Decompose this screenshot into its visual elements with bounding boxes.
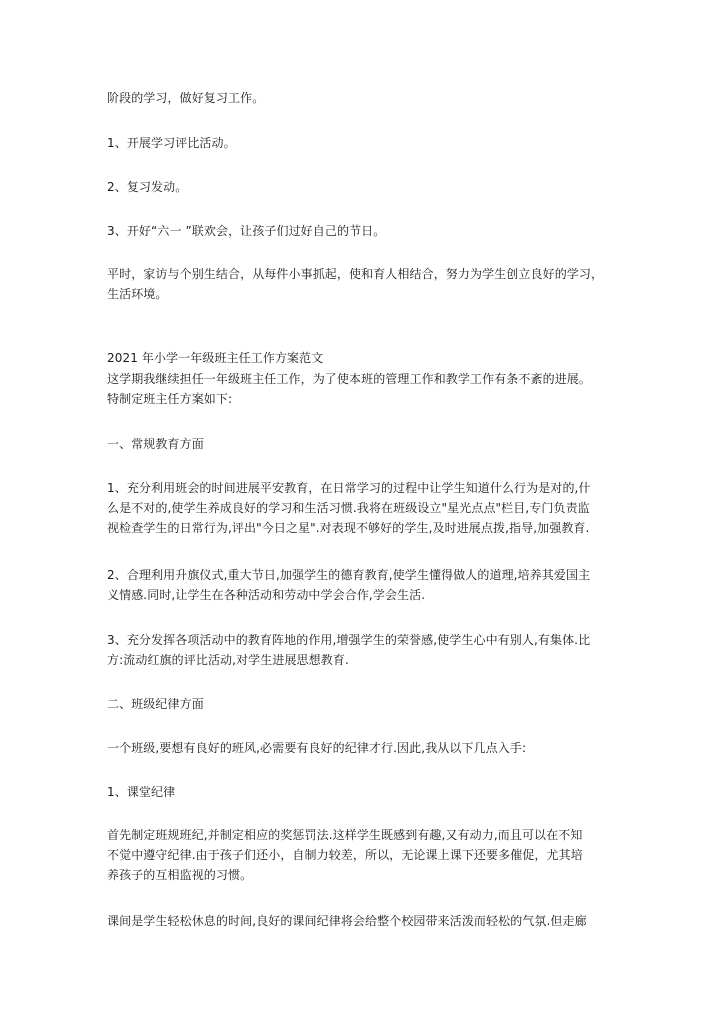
- text-line: 阶段的学习，做好复习工作。: [107, 91, 265, 105]
- text-line: 1、开展学习评比活动。: [107, 136, 236, 150]
- text-line: 么是不对的,使学生养成良好的学习和生活习惯.我将在班级设立"星光点点"栏目,专门负责监: [107, 501, 590, 515]
- section-heading-routine: [107, 434, 612, 454]
- text-line: 二、班级纪律方面: [107, 697, 204, 711]
- paragraph-recess: [107, 911, 612, 931]
- subheading-class-discipline: [107, 782, 612, 802]
- text-line: 视检查学生的日常行为,评出"今日之星".对表现不够好的学生,及时进展点拨,指导,加强教育.: [107, 521, 590, 535]
- text-line: 方:流动红旗的评比活动,对学生进展思想教育.: [107, 653, 349, 667]
- list-item-2: [107, 177, 612, 197]
- text-line: 3、充分发挥各项活动中的教育阵地的作用,增强学生的荣誉感,使学生心中有别人,有集体.比: [107, 633, 591, 647]
- text-line: 一、常规教育方面: [107, 437, 204, 451]
- text-line: 这学期我继续担任一年级班主任工作，为了使本班的管理工作和教学工作有条不紊的进展。: [107, 372, 592, 386]
- text-line: 2、合理利用升旗仪式,重大节日,加强学生的德育教育,使学生懂得做人的道理,培养其爱国主: [107, 568, 591, 582]
- list-item-3: [107, 221, 612, 241]
- text-line: 平时，家访与个别生结合，从每件小事抓起，使和育人相结合，努力为学生创立良好的学习，: [107, 267, 604, 281]
- paragraph-class-rules: [107, 825, 612, 885]
- paragraph-routine-1: [107, 478, 612, 538]
- text-line: 1、充分利用班会的时间进展平安教育，在日常学习的过程中让学生知道什么行为是对的,什: [107, 481, 591, 495]
- document-title: [107, 348, 612, 368]
- text-line: 养孩子的互相监视的习惯。: [107, 868, 253, 882]
- text-line: 不觉中遵守纪律.由于孩子们还小，自制力较差，所以，无论课上课下还要多催促，尤其培: [107, 848, 583, 862]
- paragraph-intro: [107, 369, 612, 409]
- text-line: 义情感.同时,让学生在各种活动和劳动中学会合作,学会生活.: [107, 588, 426, 602]
- text-line: 特制定班主任方案如下:: [107, 392, 233, 406]
- list-item-1: [107, 133, 612, 153]
- paragraph-review: [107, 88, 612, 108]
- text-line: 3、开好“六一 ”联欢会，让孩子们过好自己的节日。: [107, 224, 386, 238]
- paragraph-routine-3: [107, 630, 612, 670]
- text-line: 一个班级,要想有良好的班风,必需要有良好的纪律才行.因此,我从以下几点入手:: [107, 741, 527, 755]
- text-line: 2、复习发动。: [107, 180, 188, 194]
- text-line: 1、课堂纪律: [107, 785, 176, 799]
- paragraph-home-visits: [107, 264, 612, 304]
- section-heading-discipline: [107, 694, 612, 714]
- paragraph-discipline-intro: [107, 738, 612, 758]
- text-line: 首先制定班规班纪,并制定相应的奖惩罚法.这样学生既感到有趣,又有动力,而且可以在不知: [107, 828, 583, 842]
- paragraph-routine-2: [107, 565, 612, 605]
- text-line: 课间是学生轻松休息的时间,良好的课间纪律将会给整个校园带来活泼而轻松的气氛.但走廊: [107, 914, 587, 928]
- text-line: 生活环境。: [107, 287, 168, 301]
- text-line: 2021 年小学一年级班主任工作方案范文: [107, 351, 324, 365]
